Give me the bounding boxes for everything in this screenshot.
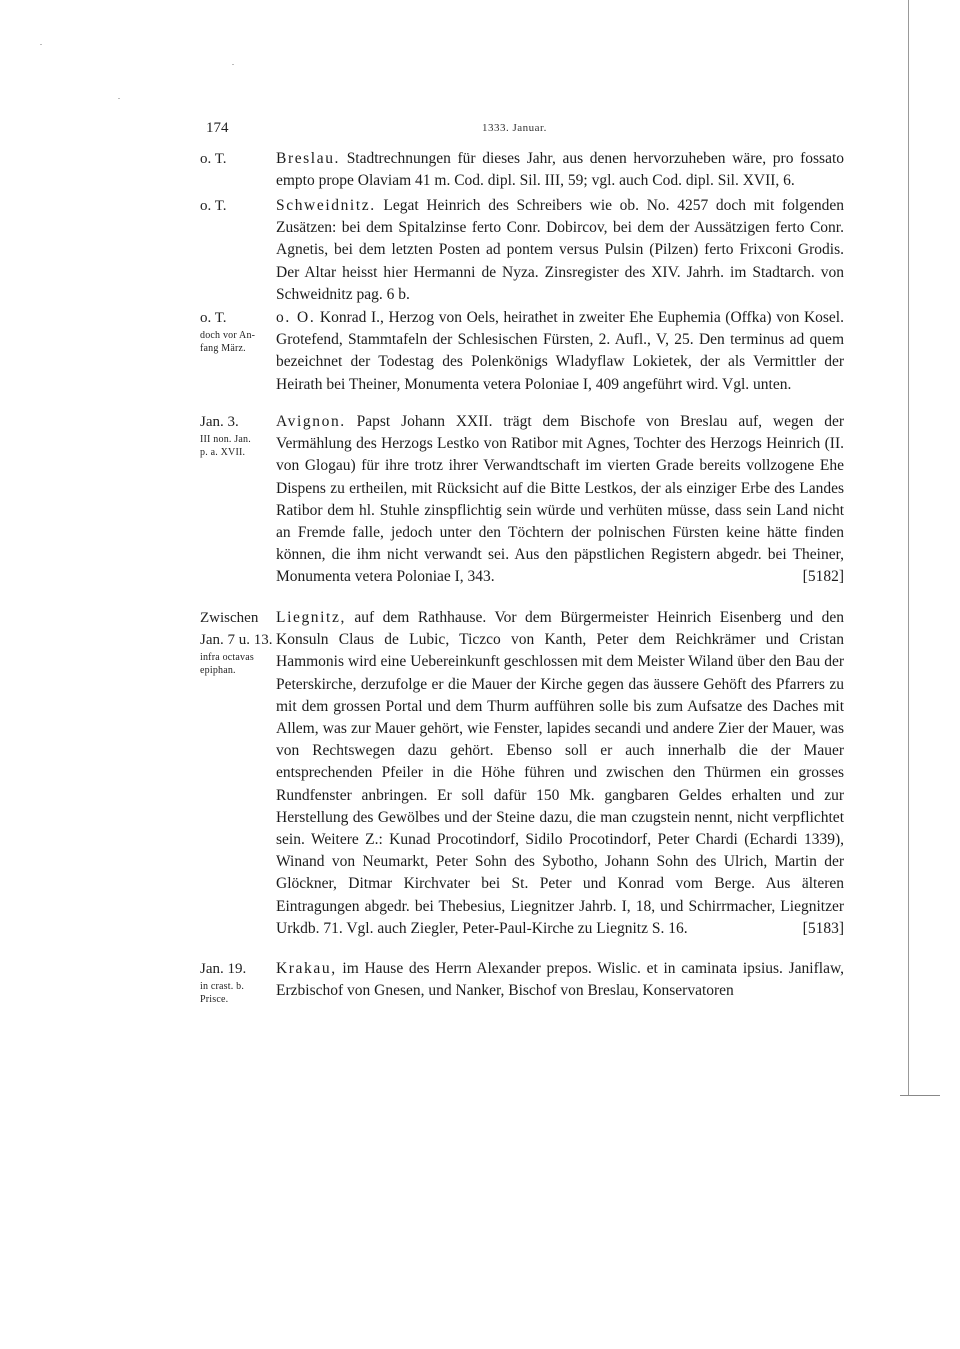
entry-breslau xyxy=(200,148,850,194)
margin-note xyxy=(200,411,274,459)
entry-text: Stadtrechnungen für dieses Jahr, aus denen hervorzuheben wäre, pro fossato empto prope Olaviam 41 m. Cod. dipl. Sil. III, 59; vgl. auch Cod. dipl. Sil. XVII, 6. xyxy=(276,150,845,190)
entry-body xyxy=(276,607,844,940)
margin-note xyxy=(200,607,274,677)
entry-text: Legat Heinrich des Schreibers wie ob. No. 4257 doch mit folgenden Zusätzen: bei dem Spitalzinse ferto Conr. Dobircov, bei dem der Aussätzigen ferto Conr. Agnetis, bei dem letzten Posten ad pontem versus Pulsin (Pilzen) ferto Frixconi Grodis. Der Altar heisst hier Hermanni de Nyza. Zinsregister des XIV. Jahrh. im Stadtarch. von Schweidnitz pag. 6 b. xyxy=(276,197,844,303)
document-number: [5183] xyxy=(802,919,844,937)
margin-subnote: III non. Jan. xyxy=(200,434,251,445)
entry-body xyxy=(276,148,844,192)
entry-place: Schweidnitz. xyxy=(276,197,376,214)
margin-date: o. T. xyxy=(200,310,227,326)
entry-avignon xyxy=(200,411,850,611)
scan-speck xyxy=(118,98,120,99)
entry-text: Konrad I., Herzog von Oels, heirathet in zweiter Ehe Euphemia (Offka) von Kosel. Grotefend, Stammtafeln der Schlesischen Fürsten, 2. Aufl., V, 25. Den terminus ad quem bezeichnet der Todestag des Polenkönigs Wladyflaw Lokietek, der als Vermittler der Heirath bei Theiner, Monumenta vetera Poloniae I, 409 angeführt wird. Vgl. unten. xyxy=(276,309,844,393)
margin-subnote: in crast. b. xyxy=(200,981,245,992)
margin-date: Jan. 3. xyxy=(200,414,239,430)
margin-note xyxy=(200,148,274,170)
margin-subnote: Prisce. xyxy=(200,994,229,1005)
entry-schweidnitz xyxy=(200,195,850,305)
entry-body xyxy=(276,195,844,306)
margin-subnote: infra octavas xyxy=(200,652,254,663)
scan-speck xyxy=(40,44,42,45)
entry-place: o. O. xyxy=(276,309,316,326)
document-number: [5182] xyxy=(802,568,844,586)
margin-date: o. T. xyxy=(200,198,227,214)
entry-body xyxy=(276,958,844,1002)
margin-subnote: doch vor An- xyxy=(200,330,256,341)
entry-text: auf dem Rathhause. Vor dem Bürgermeister Heinrich Eisenberg und den Konsuln Claus de Lubic, Ticzco von Kanth, Peter dem Reichkrämer und Cristan Hammonis wird eine Uebereinkunft geschlossen mit dem Meister Wiland über den Bau der Peterskirche, derzufolge er die Mauer der Kirche gegen das äussere Gehöft des Pfarrers zu mit dem grossen Portal und dem Thurm aufführen solle bis zum Aufsatze des Daches mit Allem, was zur Mauer gehört, wie Fenster, lapides secandi und andere Zier der Mauer, was von Rechtswegen dazu gehört. Ebenso soll er auch innerhalb die der Mauer entsprechenden Pfeiler in die Höhe führen und zwischen den Thürmen ein grosses Rundfenster anbringen. Er soll dafür 150 Mk. gangbaren Geldes erhalten und zur Herstellung des Gewölbes und der Steine dazu, die man czugstein nennt, nicht verpflichtet sein. Weitere Z.: Kunad Procotindorf, Sidilo Procotindorf, Peter Chardi (Echardi 1339), Winand von Neumarkt, Peter Sohn des Sybotho, Johann Sohn des Ulrich, Martin der Glöckner, Ditmar Kirchvater bei St. Peter und Konrad vom Berge. Aus älteren Eintragungen abgedr. bei Thebesius, Liegnitzer Jahrb. I, 18, und Schirrmacher, Liegnitzer Urkdb. 71. Vgl. auch Ziegler, Peter-Paul-Kirche zu Liegnitz S. 16. xyxy=(276,609,845,937)
scan-edge-line xyxy=(908,0,909,1095)
margin-subnote: p. a. XVII. xyxy=(200,447,246,458)
entry-liegnitz xyxy=(200,607,850,957)
entry-place: Krakau, xyxy=(276,960,337,977)
entry-place: Breslau. xyxy=(276,150,341,167)
margin-subnote: fang März. xyxy=(200,343,246,354)
page-header xyxy=(206,120,846,144)
entry-text: im Hause des Herrn Alexander prepos. Wislic. et in caminata ipsius. Janiflaw, Erzbischof von Gnesen, und Nanker, Bischof von Breslau, Konservatoren xyxy=(276,960,845,1000)
margin-note xyxy=(200,195,274,217)
scan-speck xyxy=(232,64,234,65)
margin-note xyxy=(200,958,274,1006)
margin-date: Zwischen xyxy=(200,610,259,626)
entry-body xyxy=(276,411,844,589)
entry-krakau xyxy=(200,958,850,1008)
entry-text: Papst Johann XXII. trägt dem Bischofe von Breslau auf, wegen der Vermählung des Herzogs Lestko von Ratibor mit Agnes, Tochter des Herzogs Heinrich (II. von Glogau) für ihre trotz ihrer Verwandtschaft im vierten Grade bereits vollzogene Ehe Dispens zu ertheilen, mit Rücksicht auf die Bitte Lestkos, der als einziger Erbe des Landes Ratibor dem hl. Stuhle zinspflichtig sein würde und verhüten müsse, dass sein Land nicht an Fremde falle, jedoch unter den Töchtern der polnischen Fürsten keine hätte finden können, die ihm nicht verwandt sei. Aus den päpstlichen Registern abgedr. bei Theiner, Monumenta vetera Poloniae I, 343. xyxy=(276,413,845,586)
entry-place: Avignon. xyxy=(276,413,346,430)
entry-konrad xyxy=(200,307,850,417)
running-head: 1333. Januar. xyxy=(482,122,547,134)
entry-body xyxy=(276,307,844,396)
margin-date: Jan. 7 u. 13. xyxy=(200,632,273,648)
page-number: 174 xyxy=(206,120,229,136)
scan-edge-tick xyxy=(900,1095,940,1096)
margin-note xyxy=(200,307,274,355)
margin-date: o. T. xyxy=(200,151,227,167)
entry-place: Liegnitz, xyxy=(276,609,346,626)
margin-date: Jan. 19. xyxy=(200,961,247,977)
margin-subnote: epiphan. xyxy=(200,665,236,676)
